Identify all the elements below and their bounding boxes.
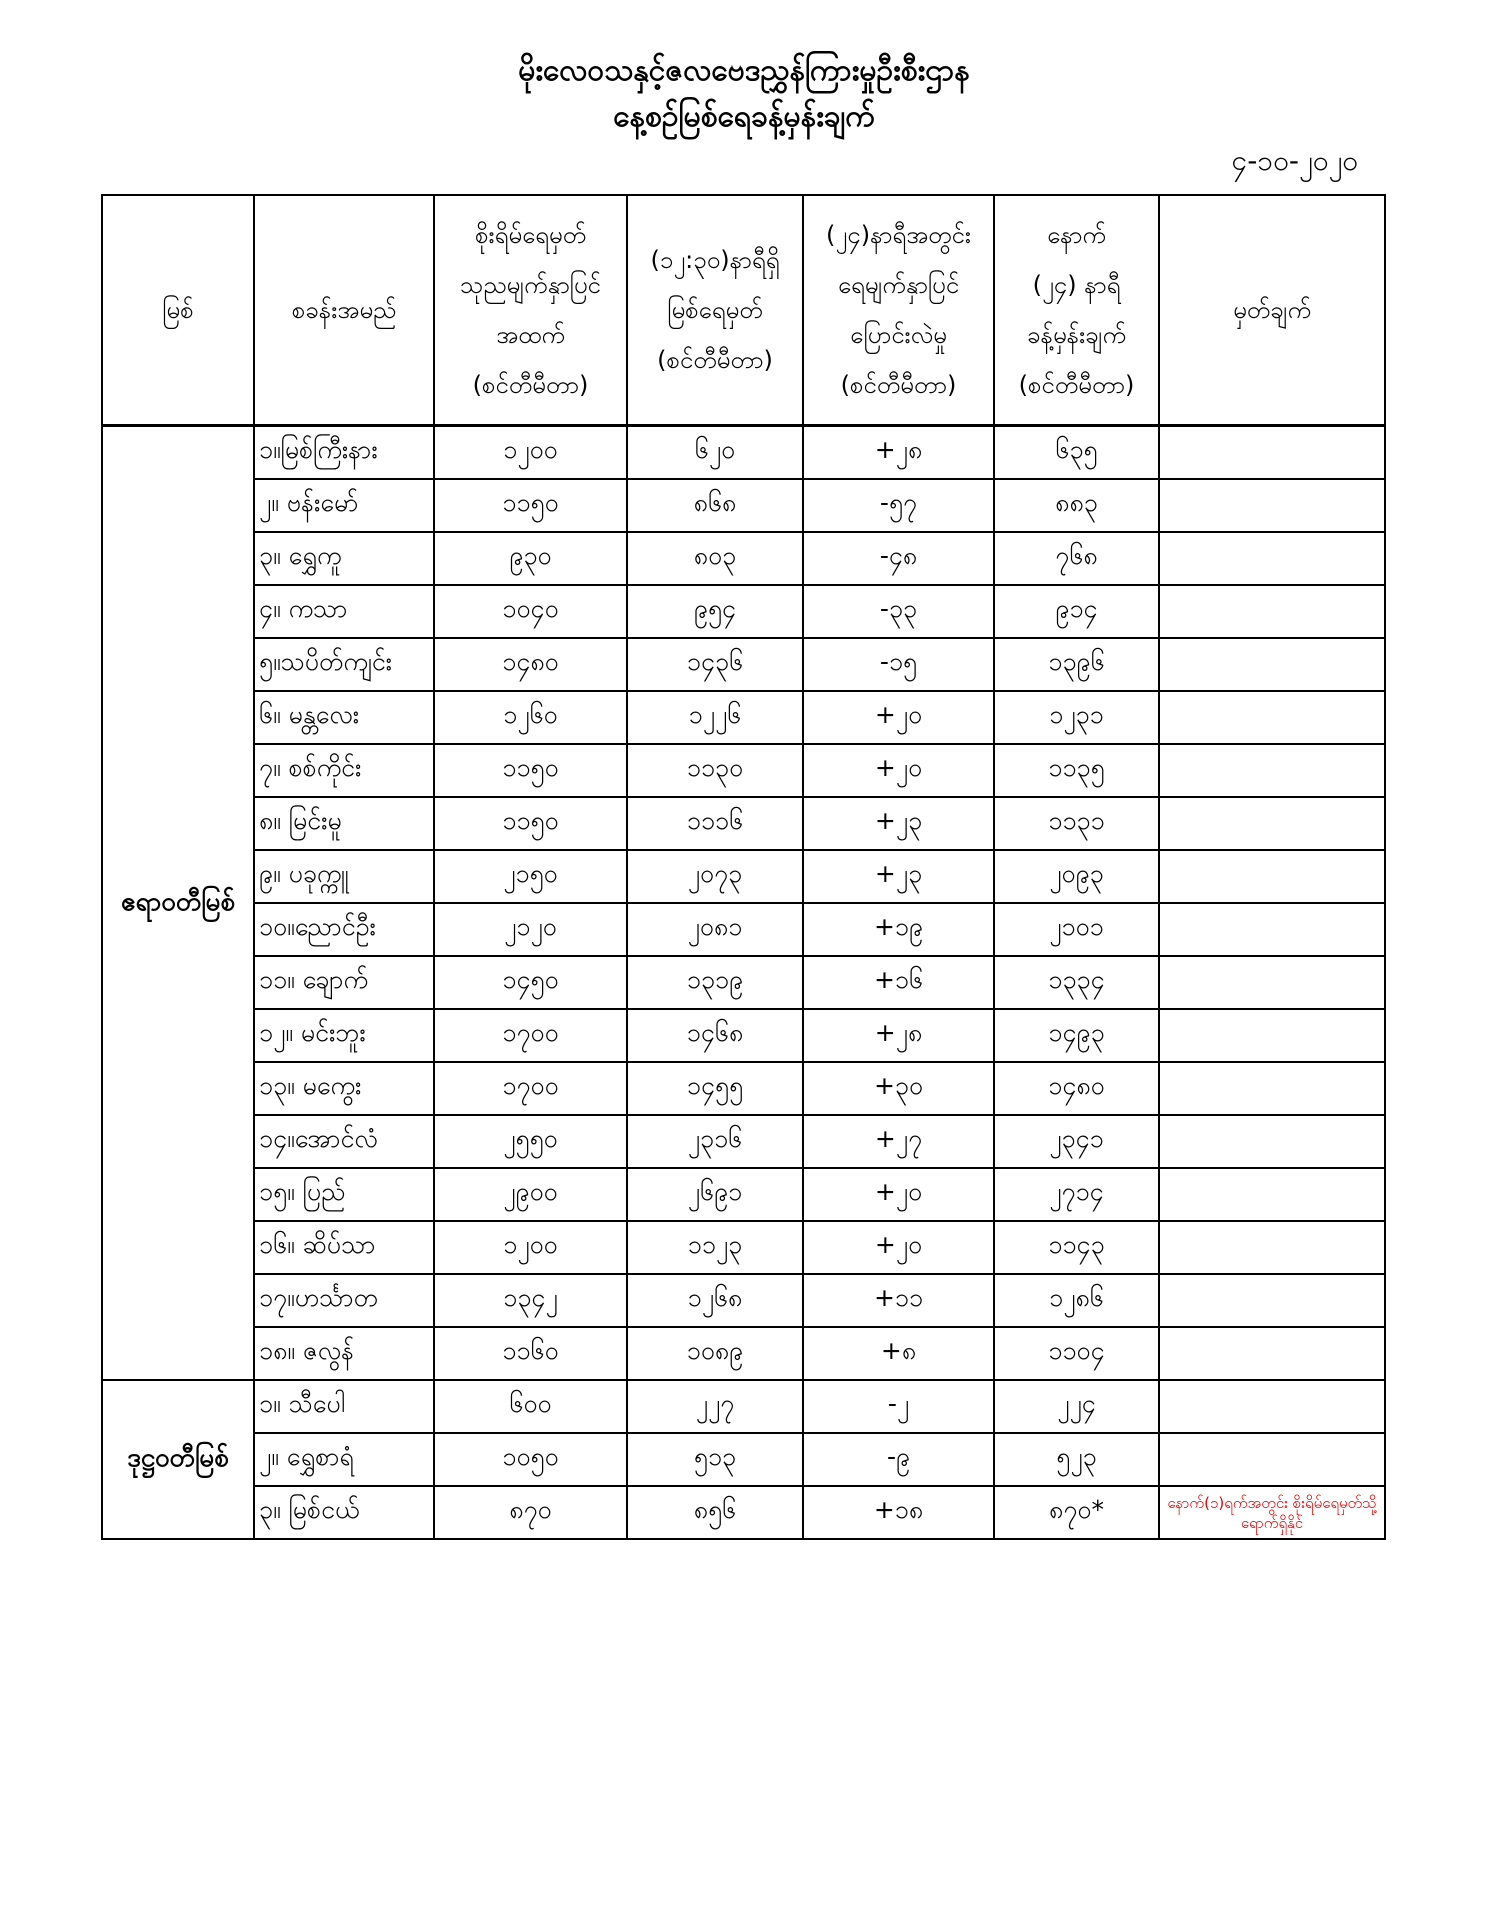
table-row (102, 797, 1385, 850)
danger-level-cell: ၂၅၅၀ (434, 1115, 627, 1168)
change-cell: +၂၈ (803, 1009, 994, 1062)
forecast-cell: ၁၁၃၅ (994, 744, 1159, 797)
remark-cell (1159, 1009, 1385, 1062)
change-cell: +၂၃ (803, 797, 994, 850)
danger-level-cell: ၁၇၀၀ (434, 1062, 627, 1115)
observed-level-cell: ၁၄၃၆ (627, 638, 803, 691)
table-row (102, 1327, 1385, 1380)
table-body (102, 426, 1385, 1540)
remark-cell (1159, 744, 1385, 797)
header-station: စခန်းအမည် (254, 195, 434, 426)
forecast-cell: ၈၇၀* (994, 1486, 1159, 1539)
table-header-row (102, 195, 1385, 426)
forecast-cell: ၂၀၉၃ (994, 850, 1159, 903)
remark-cell (1159, 638, 1385, 691)
forecast-cell: ၂၇၁၄ (994, 1168, 1159, 1221)
danger-level-cell: ၈၇၀ (434, 1486, 627, 1539)
station-cell: ၁။မြစ်ကြီးနား (254, 426, 434, 480)
remark-cell: နောက်(၁)ရက်အတွင်း စိုးရိမ်ရေမှတ်သို့ ရောက်ရှိနိုင် (1159, 1486, 1385, 1539)
observed-level-cell: ၂၂၇ (627, 1380, 803, 1433)
table-row (102, 532, 1385, 585)
station-cell: ၁၇။ဟင်္သာတ (254, 1274, 434, 1327)
table-row (102, 1274, 1385, 1327)
remark-cell (1159, 850, 1385, 903)
table-row (102, 1380, 1385, 1433)
observed-level-cell: ၁၁၂၃ (627, 1221, 803, 1274)
observed-level-cell: ၁၄၅၅ (627, 1062, 803, 1115)
station-cell: ၁၁။ ချောက် (254, 956, 434, 1009)
change-cell: +၂၀ (803, 691, 994, 744)
change-cell: +၁၈ (803, 1486, 994, 1539)
observed-level-cell: ၂၀၇၃ (627, 850, 803, 903)
danger-level-cell: ၁၂၀၀ (434, 426, 627, 480)
station-cell: ၃။ ရွှေကူ (254, 532, 434, 585)
change-cell: +၂၇ (803, 1115, 994, 1168)
remark-cell (1159, 903, 1385, 956)
table-row (102, 1168, 1385, 1221)
forecast-cell: ၂၁၀၁ (994, 903, 1159, 956)
danger-level-cell: ၁၀၅၀ (434, 1433, 627, 1486)
forecast-cell: ၁၁၄၃ (994, 1221, 1159, 1274)
river-name-cell: ဧရာဝတီမြစ် (102, 426, 254, 1381)
danger-level-cell: ၁၄၅၀ (434, 956, 627, 1009)
change-cell: -၂ (803, 1380, 994, 1433)
danger-level-cell: ၂၁၅၀ (434, 850, 627, 903)
table-row (102, 585, 1385, 638)
header-river: မြစ် (102, 195, 254, 426)
remark-cell (1159, 1274, 1385, 1327)
forecast-cell: ၆၃၅ (994, 426, 1159, 480)
remark-cell (1159, 1433, 1385, 1486)
river-level-table (101, 194, 1386, 1540)
observed-level-cell: ၈၅၆ (627, 1486, 803, 1539)
forecast-cell: ၅၂၃ (994, 1433, 1159, 1486)
observed-level-cell: ၈၀၃ (627, 532, 803, 585)
department-title: မိုးလေဝသနှင့်ဇလဗေဒညွှန်ကြားမှုဦးစီးဌာန (518, 53, 970, 88)
header-forecast-24h: နောက် (၂၄) နာရီ ခန့်မှန်းချက် (စင်တီမီတာ) (994, 195, 1159, 426)
station-cell: ၃။ မြစ်ငယ် (254, 1486, 434, 1539)
table-row (102, 744, 1385, 797)
table-row (102, 1221, 1385, 1274)
remark-cell (1159, 797, 1385, 850)
header-danger-level: စိုးရိမ်ရေမှတ် သုညမျက်နှာပြင် အထက် (စင်တီမီတာ) (434, 195, 627, 426)
table-row (102, 903, 1385, 956)
remark-cell (1159, 956, 1385, 1009)
danger-level-cell: ၁၁၆၀ (434, 1327, 627, 1380)
table-row (102, 1009, 1385, 1062)
forecast-cell: ၁၂၈၆ (994, 1274, 1159, 1327)
danger-level-cell: ၁၀၄၀ (434, 585, 627, 638)
forecast-cell: ၁၃၃၄ (994, 956, 1159, 1009)
remark-cell (1159, 426, 1385, 480)
station-cell: ၁၂။ မင်းဘူး (254, 1009, 434, 1062)
remark-cell (1159, 1168, 1385, 1221)
observed-level-cell: ၂၆၉၁ (627, 1168, 803, 1221)
observed-level-cell: ၁၃၁၉ (627, 956, 803, 1009)
station-cell: ၅။သပိတ်ကျင်း (254, 638, 434, 691)
observed-level-cell: ၂၃၁၆ (627, 1115, 803, 1168)
forecast-cell: ၂၂၄ (994, 1380, 1159, 1433)
forecast-cell: ၈၈၃ (994, 479, 1159, 532)
danger-level-cell: ၁၂၀၀ (434, 1221, 627, 1274)
danger-level-cell: ၆၀၀ (434, 1380, 627, 1433)
station-cell: ၁။ သီပေါ (254, 1380, 434, 1433)
forecast-cell: ၁၂၃၁ (994, 691, 1159, 744)
table-row (102, 956, 1385, 1009)
forecast-cell: ၁၄၉၃ (994, 1009, 1159, 1062)
observed-level-cell: ၁၀၈၉ (627, 1327, 803, 1380)
danger-level-cell: ၂၁၂၀ (434, 903, 627, 956)
observed-level-cell: ၁၁၃၀ (627, 744, 803, 797)
remark-cell (1159, 532, 1385, 585)
danger-level-cell: ၁၄၈၀ (434, 638, 627, 691)
change-cell: +၂၀ (803, 1168, 994, 1221)
observed-level-cell: ၉၅၄ (627, 585, 803, 638)
remark-cell (1159, 585, 1385, 638)
observed-level-cell: ၁၁၁၆ (627, 797, 803, 850)
remark-cell (1159, 1221, 1385, 1274)
station-cell: ၁၈။ ဇလွန် (254, 1327, 434, 1380)
table-row (102, 426, 1385, 480)
remark-cell (1159, 1327, 1385, 1380)
station-cell: ၁၆။ ဆိပ်သာ (254, 1221, 434, 1274)
change-cell: -၃၃ (803, 585, 994, 638)
change-cell: +၁၆ (803, 956, 994, 1009)
river-name-cell: ဒုဋ္ဌဝတီမြစ် (102, 1380, 254, 1539)
danger-level-cell: ၁၂၆၀ (434, 691, 627, 744)
forecast-cell: ၁၃၉၆ (994, 638, 1159, 691)
danger-level-cell: ၉၃၀ (434, 532, 627, 585)
observed-level-cell: ၂၀၈၁ (627, 903, 803, 956)
report-title: နေ့စဉ်မြစ်ရေခန့်မှန်းချက် (613, 99, 875, 134)
change-cell: -၁၅ (803, 638, 994, 691)
observed-level-cell: ၆၂၀ (627, 426, 803, 480)
forecast-cell: ၂၃၄၁ (994, 1115, 1159, 1168)
header-observed-level: (၁၂:၃၀)နာရီရှိ မြစ်ရေမှတ် (စင်တီမီတာ) (627, 195, 803, 426)
danger-level-cell: ၂၉၀၀ (434, 1168, 627, 1221)
change-cell: -၅၇ (803, 479, 994, 532)
observed-level-cell: ၁၄၆၈ (627, 1009, 803, 1062)
report-date: ၄-၁၀-၂၀၂၀ (1231, 144, 1358, 177)
change-cell: +၈ (803, 1327, 994, 1380)
danger-level-cell: ၁၁၅၀ (434, 479, 627, 532)
change-cell: +၁၁ (803, 1274, 994, 1327)
table-row (102, 1433, 1385, 1486)
table-row (102, 638, 1385, 691)
observed-level-cell: ၅၁၃ (627, 1433, 803, 1486)
remark-cell (1159, 1115, 1385, 1168)
station-cell: ၁၃။ မကွေး (254, 1062, 434, 1115)
change-cell: -၄၈ (803, 532, 994, 585)
report-header (0, 48, 1488, 140)
station-cell: ၉။ ပခုက္ကူ (254, 850, 434, 903)
header-change-24h: (၂၄)နာရီအတွင်း ရေမျက်နှာပြင် ပြောင်းလဲမှု (စင်တီမီတာ) (803, 195, 994, 426)
observed-level-cell: ၁၂၆၈ (627, 1274, 803, 1327)
station-cell: ၁၅။ ပြည် (254, 1168, 434, 1221)
remark-cell (1159, 479, 1385, 532)
danger-level-cell: ၁၁၅၀ (434, 744, 627, 797)
change-cell: +၃၀ (803, 1062, 994, 1115)
station-cell: ၁၀။ညောင်ဦး (254, 903, 434, 956)
forecast-cell: ၁၁၀၄ (994, 1327, 1159, 1380)
forecast-cell: ၁၄၈၀ (994, 1062, 1159, 1115)
forecast-cell: ၇၆၈ (994, 532, 1159, 585)
observed-level-cell: ၁၂၂၆ (627, 691, 803, 744)
forecast-cell: ၉၁၄ (994, 585, 1159, 638)
danger-level-cell: ၁၁၅၀ (434, 797, 627, 850)
change-cell: +၂၀ (803, 1221, 994, 1274)
change-cell: +၂၃ (803, 850, 994, 903)
change-cell: -၉ (803, 1433, 994, 1486)
table-row (102, 1062, 1385, 1115)
table-row (102, 1115, 1385, 1168)
station-cell: ၂။ ရွှေစာရံ (254, 1433, 434, 1486)
remark-cell (1159, 1380, 1385, 1433)
remark-cell (1159, 691, 1385, 744)
danger-level-cell: ၁၇၀၀ (434, 1009, 627, 1062)
station-cell: ၆။ မန္တလေး (254, 691, 434, 744)
observed-level-cell: ၈၆၈ (627, 479, 803, 532)
change-cell: +၁၉ (803, 903, 994, 956)
change-cell: +၂၀ (803, 744, 994, 797)
remark-cell (1159, 1062, 1385, 1115)
station-cell: ၈။ မြင်းမူ (254, 797, 434, 850)
table-row (102, 1486, 1385, 1539)
station-cell: ၁၄။အောင်လံ (254, 1115, 434, 1168)
table-row (102, 691, 1385, 744)
station-cell: ၇။ စစ်ကိုင်း (254, 744, 434, 797)
table-row (102, 850, 1385, 903)
forecast-cell: ၁၁၃၁ (994, 797, 1159, 850)
table-row (102, 479, 1385, 532)
station-cell: ၄။ ကသာ (254, 585, 434, 638)
change-cell: +၂၈ (803, 426, 994, 480)
station-cell: ၂။ ဗန်းမော် (254, 479, 434, 532)
header-remarks: မှတ်ချက် (1159, 195, 1385, 426)
danger-level-cell: ၁၃၄၂ (434, 1274, 627, 1327)
